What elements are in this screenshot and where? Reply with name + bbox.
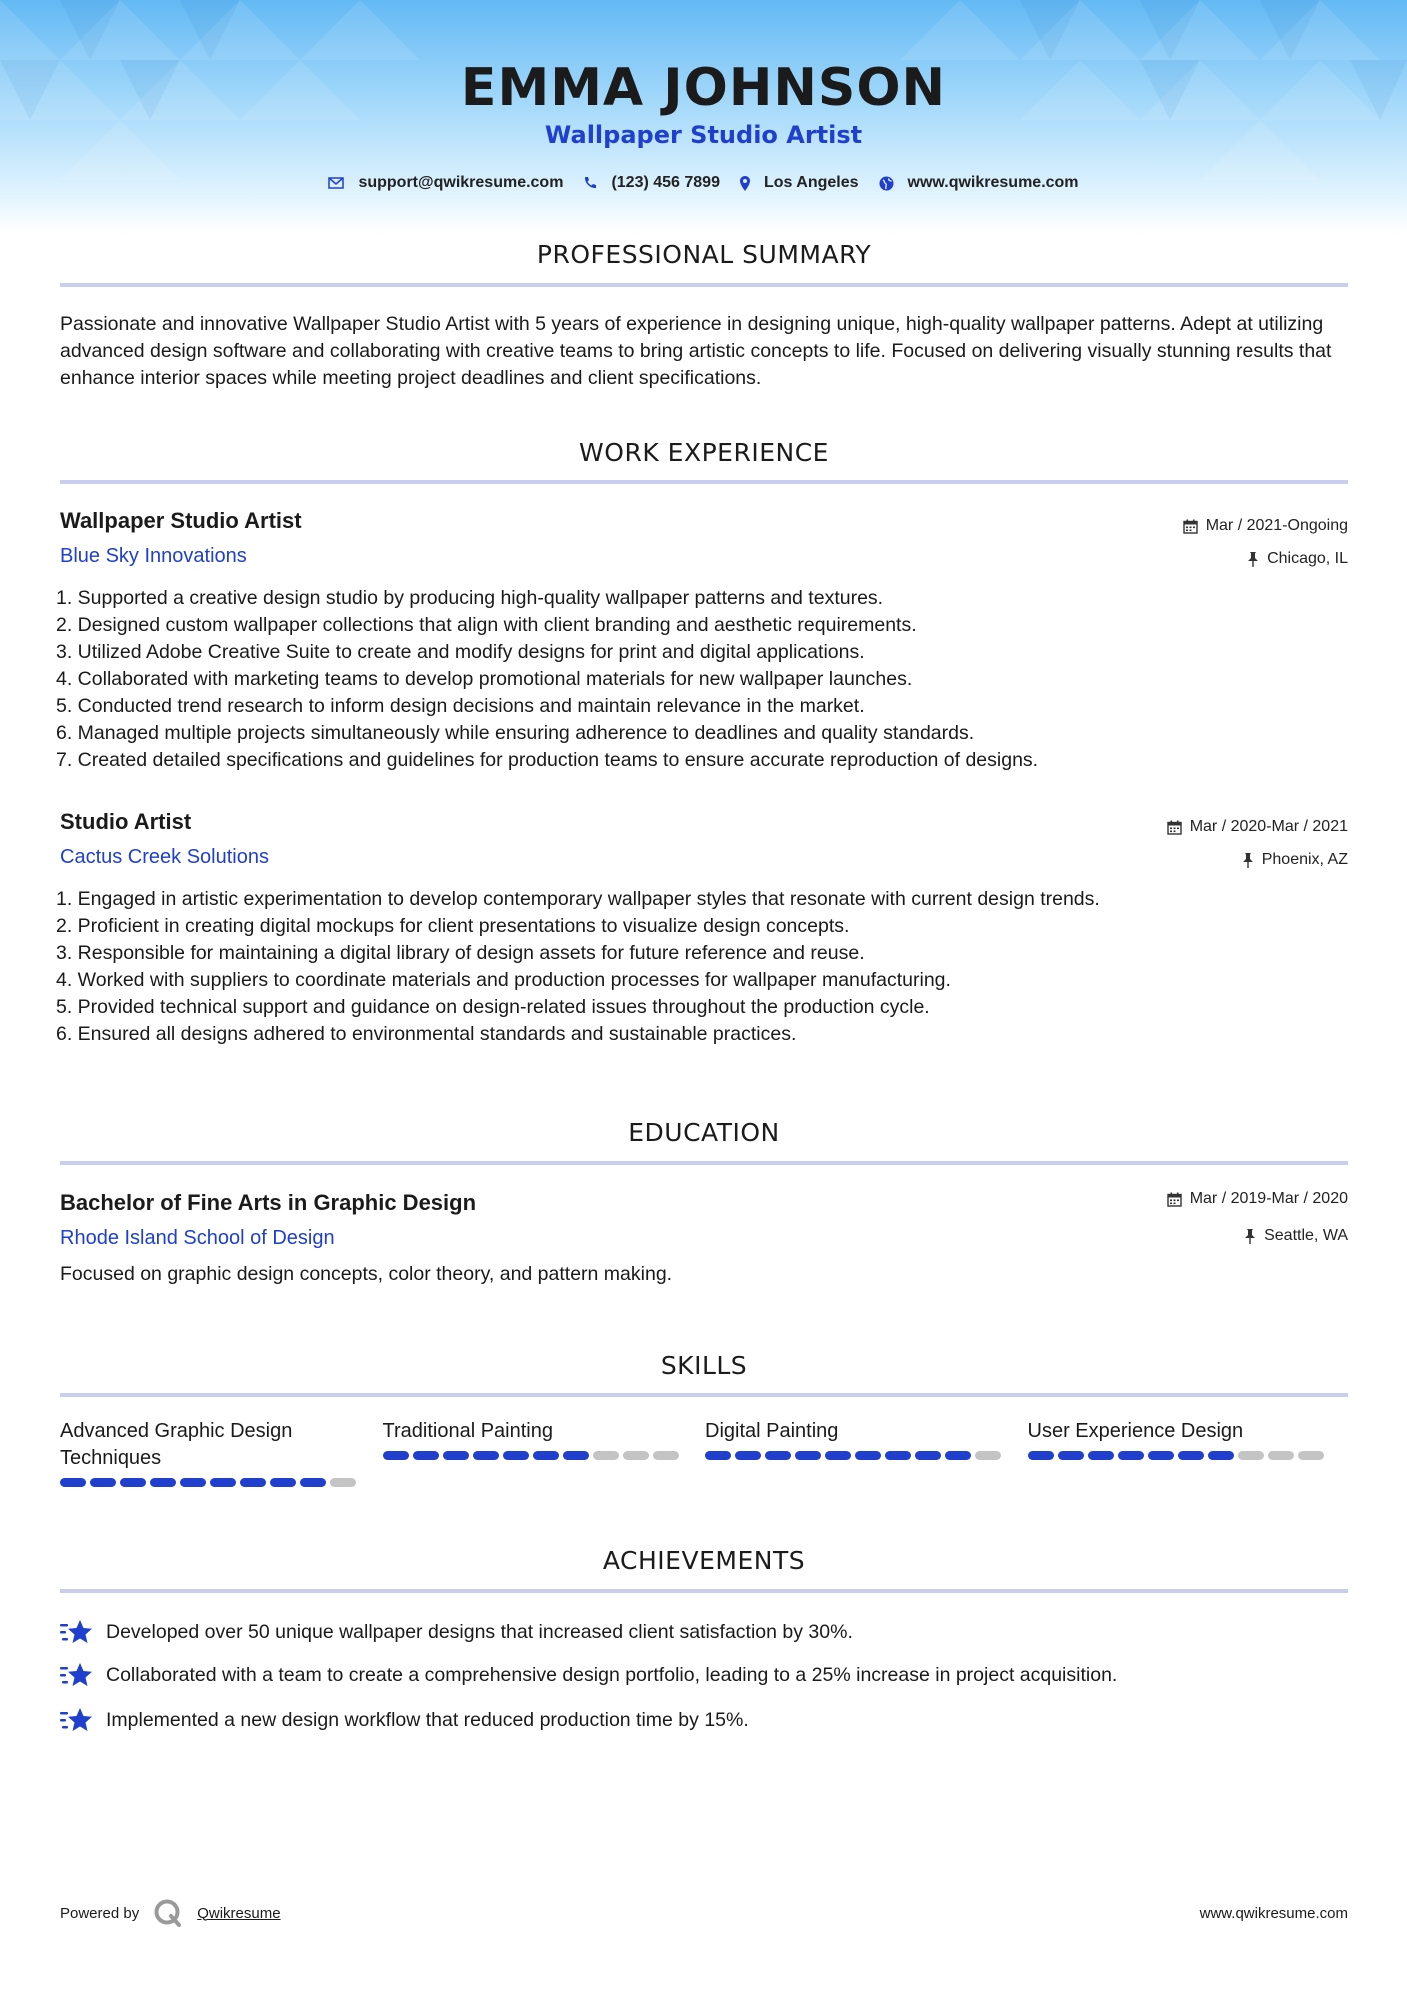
list-item: 2. Designed custom wallpaper collections that align with client branding and aesthetic requirements. xyxy=(56,614,917,636)
calendar-icon xyxy=(1167,1192,1182,1207)
phone-icon xyxy=(583,176,597,190)
skill-segment-filled xyxy=(945,1451,971,1460)
summary-text: Passionate and innovative Wallpaper Studio Artist with 5 years of experience in designing unique, high-quality wallpaper patterns. Adept at utilizing advanced design software and collaborating with creative teams to bring artistic concepts to life. Focused on delivering visually stunning results that enhance interior spaces while meeting project deadlines and client specifications. xyxy=(60,313,1332,389)
skill-level-bar xyxy=(60,1478,383,1487)
job-dates-text: Mar / 2021-Ongoing xyxy=(1205,517,1348,534)
footer-website[interactable]: www.qwikresume.com xyxy=(1199,1905,1348,1922)
powered-by xyxy=(60,1898,281,1928)
education-dates-text: Mar / 2019-Mar / 2020 xyxy=(1189,1190,1348,1207)
contact-website[interactable] xyxy=(879,174,1079,192)
skills-grid xyxy=(60,1418,1350,1487)
skill-level-bar xyxy=(1028,1451,1351,1460)
contact-location xyxy=(740,174,859,192)
skill-segment-empty xyxy=(975,1451,1001,1460)
education-location xyxy=(1244,1227,1348,1245)
skill-segment-filled xyxy=(735,1451,761,1460)
job-dates xyxy=(1183,517,1348,535)
pushpin-icon xyxy=(1247,552,1259,567)
skill-name: User Experience Design xyxy=(1027,1420,1244,1442)
skill-segment-filled xyxy=(150,1478,176,1487)
map-pin-icon xyxy=(740,176,750,191)
education-divider xyxy=(60,1161,1348,1165)
contact-phone[interactable] xyxy=(583,174,720,192)
skills-heading: SKILLS xyxy=(660,1351,748,1380)
list-item: 5. Provided technical support and guidance on design-related issues throughout the production cycle. xyxy=(56,996,930,1018)
skill-item xyxy=(60,1418,383,1487)
achievements-divider xyxy=(60,1589,1348,1593)
experience-divider xyxy=(60,480,1348,484)
job-location xyxy=(1247,550,1348,568)
skill-segment-filled xyxy=(795,1451,821,1460)
list-item: 4. Collaborated with marketing teams to develop promotional materials for new wallpaper launches. xyxy=(56,668,913,690)
achievement-item xyxy=(60,1706,749,1734)
pushpin-icon xyxy=(1242,853,1254,868)
skill-level-bar xyxy=(705,1451,1028,1460)
list-item: 6. Managed multiple projects simultaneously while ensuring adherence to deadlines and quality standards. xyxy=(56,722,975,744)
skill-item xyxy=(1028,1418,1351,1487)
pushpin-icon xyxy=(1244,1229,1256,1244)
skill-segment-filled xyxy=(413,1451,439,1460)
phone-text: (123) 456 7899 xyxy=(611,174,720,191)
skill-name: Advanced Graphic Design Techniques xyxy=(60,1420,293,1469)
location-text: Los Angeles xyxy=(763,174,859,191)
summary-divider xyxy=(60,283,1348,287)
skill-level-bar xyxy=(383,1451,706,1460)
summary-heading: PROFESSIONAL SUMMARY xyxy=(536,240,872,269)
skill-segment-filled xyxy=(1058,1451,1084,1460)
achievement-text: Collaborated with a team to create a comprehensive design portfolio, leading to a 25% increase in project acquisition. xyxy=(106,1663,1118,1686)
skill-segment-filled xyxy=(270,1478,296,1487)
job-location-text: Phoenix, AZ xyxy=(1261,851,1348,868)
achievement-text: Developed over 50 unique wallpaper designs that increased client satisfaction by 30%. xyxy=(106,1620,853,1643)
skill-segment-filled xyxy=(563,1451,589,1460)
skill-segment-empty xyxy=(1268,1451,1294,1460)
skill-segment-filled xyxy=(705,1451,731,1460)
skill-segment-filled xyxy=(503,1451,529,1460)
skill-segment-filled xyxy=(1028,1451,1054,1460)
job-dates xyxy=(1167,818,1348,836)
skill-segment-filled xyxy=(90,1478,116,1487)
email-text: support@qwikresume.com xyxy=(358,174,564,191)
education-dates xyxy=(1167,1190,1348,1208)
list-item: 1. Engaged in artistic experimentation to develop contemporary wallpaper styles that resonate with current design trends. xyxy=(56,888,1100,910)
education-description: Focused on graphic design concepts, color theory, and pattern making. xyxy=(60,1263,673,1285)
skill-segment-filled xyxy=(1178,1451,1204,1460)
calendar-icon xyxy=(1183,519,1198,534)
star-icon xyxy=(60,1661,92,1689)
achievements-heading: ACHIEVEMENTS xyxy=(602,1546,806,1575)
contact-bar xyxy=(0,174,1407,192)
skill-segment-filled xyxy=(1148,1451,1174,1460)
job-dates-text: Mar / 2020-Mar / 2021 xyxy=(1189,818,1348,835)
job-responsibilities xyxy=(56,886,1356,1048)
education-heading: EDUCATION xyxy=(628,1118,780,1147)
header-banner xyxy=(0,0,1407,235)
list-item: 5. Conducted trend research to inform design decisions and maintain relevance in the market. xyxy=(56,695,865,717)
candidate-role: Wallpaper Studio Artist xyxy=(544,121,863,149)
skills-divider xyxy=(60,1393,1348,1397)
skill-segment-empty xyxy=(1238,1451,1264,1460)
skill-name: Traditional Painting xyxy=(382,1420,553,1442)
website-text: www.qwikresume.com xyxy=(907,174,1079,191)
skill-segment-filled xyxy=(210,1478,236,1487)
skill-segment-empty xyxy=(330,1478,356,1487)
skill-segment-filled xyxy=(60,1478,86,1487)
list-item: 6. Ensured all designs adhered to environmental standards and sustainable practices. xyxy=(56,1023,797,1045)
qwikresume-logo-icon xyxy=(153,1898,183,1928)
star-icon xyxy=(60,1618,92,1646)
skill-segment-filled xyxy=(915,1451,941,1460)
company-name: Blue Sky Innovations xyxy=(60,545,247,567)
job-location xyxy=(1242,851,1348,869)
experience-heading: WORK EXPERIENCE xyxy=(579,438,829,467)
list-item: 3. Utilized Adobe Creative Suite to create and modify designs for print and digital applications. xyxy=(56,641,865,663)
skill-segment-filled xyxy=(120,1478,146,1487)
education-location-text: Seattle, WA xyxy=(1264,1227,1348,1244)
company-name: Cactus Creek Solutions xyxy=(60,846,269,868)
skill-segment-filled xyxy=(533,1451,559,1460)
skill-segment-filled xyxy=(825,1451,851,1460)
list-item: 7. Created detailed specifications and guidelines for production teams to ensure accurate reproduction of designs. xyxy=(56,749,1039,771)
skill-segment-filled xyxy=(383,1451,409,1460)
list-item: 2. Proficient in creating digital mockups for client presentations to visualize design concepts. xyxy=(56,915,850,937)
job-title: Studio Artist xyxy=(60,809,192,834)
degree-title: Bachelor of Fine Arts in Graphic Design xyxy=(60,1190,477,1215)
skill-segment-filled xyxy=(1118,1451,1144,1460)
skill-item xyxy=(383,1418,706,1487)
skill-item xyxy=(705,1418,1028,1487)
qwikresume-link[interactable]: Qwikresume xyxy=(197,1904,281,1922)
skill-segment-empty xyxy=(653,1451,679,1460)
star-icon xyxy=(60,1706,92,1734)
list-item: 1. Supported a creative design studio by producing high-quality wallpaper patterns and textures. xyxy=(56,587,884,609)
skill-segment-filled xyxy=(765,1451,791,1460)
skill-name: Digital Painting xyxy=(705,1420,839,1442)
list-item: 4. Worked with suppliers to coordinate materials and production processes for wallpaper manufacturing. xyxy=(56,969,951,991)
envelope-icon xyxy=(328,177,344,189)
school-name: Rhode Island School of Design xyxy=(60,1227,335,1249)
job-responsibilities xyxy=(56,585,1356,774)
achievement-item xyxy=(60,1661,1117,1689)
contact-email[interactable] xyxy=(328,174,563,192)
skill-segment-filled xyxy=(180,1478,206,1487)
candidate-name: EMMA JOHNSON xyxy=(460,58,947,118)
skill-segment-filled xyxy=(855,1451,881,1460)
skill-segment-filled xyxy=(1088,1451,1114,1460)
powered-by-label: Powered by xyxy=(60,1904,140,1922)
skill-segment-filled xyxy=(473,1451,499,1460)
job-title: Wallpaper Studio Artist xyxy=(60,508,302,533)
achievement-text: Implemented a new design workflow that reduced production time by 15%. xyxy=(106,1708,749,1731)
skill-segment-empty xyxy=(1298,1451,1324,1460)
job-location-text: Chicago, IL xyxy=(1267,550,1348,567)
skill-segment-filled xyxy=(240,1478,266,1487)
calendar-icon xyxy=(1167,820,1182,835)
skill-segment-filled xyxy=(443,1451,469,1460)
skill-segment-filled xyxy=(1208,1451,1234,1460)
globe-icon xyxy=(879,176,894,191)
skill-segment-filled xyxy=(300,1478,326,1487)
achievement-item xyxy=(60,1618,853,1646)
skill-segment-filled xyxy=(885,1451,911,1460)
list-item: 3. Responsible for maintaining a digital library of design assets for future reference and reuse. xyxy=(56,942,865,964)
skill-segment-empty xyxy=(593,1451,619,1460)
skill-segment-empty xyxy=(623,1451,649,1460)
